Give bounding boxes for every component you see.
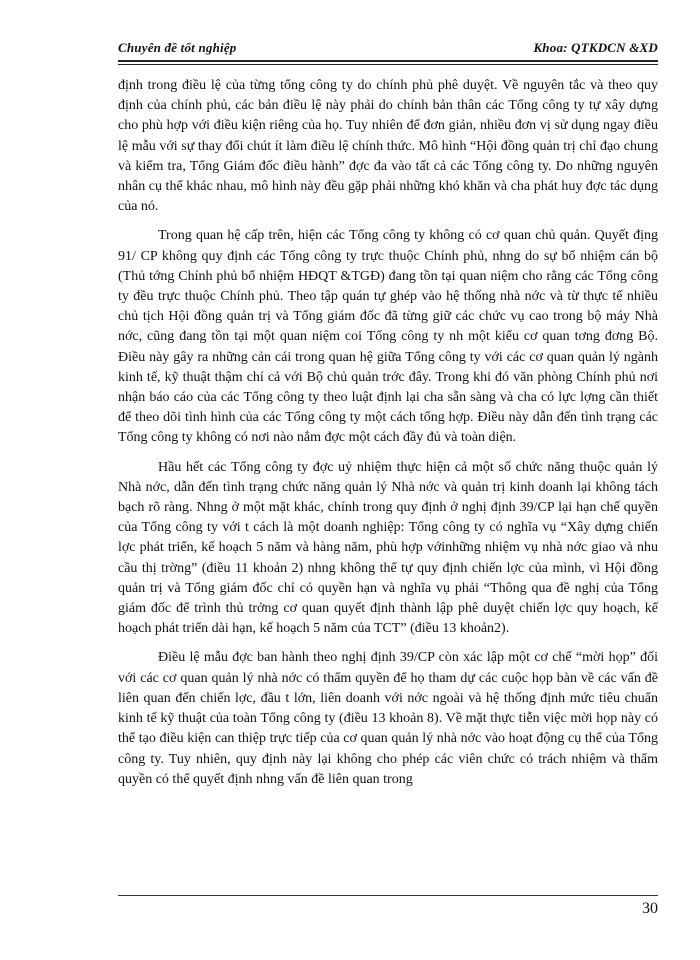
paragraph-3: Hầu hết các Tổng công ty đợc uỷ nhiệm thực hiện cả một số chức năng thuộc quản lý Nhà nớc, dẫn đến tình trạng chức năng quản lý Nhà nớc và quản trị kinh doanh lại không tách bạch rõ ràng. Nhng ở một mặt khác, chính trong quy định ở nghị định 39/CP lại hạn chế quyền của Tổng công ty với t cách là một doanh nghiệp: Tổng công ty có nghĩa vụ “Xây dựng chiến lợc phát triển, kế hoạch 5 năm và hàng năm, phù hợp vớinhững nhiệm vụ nhà nớc giao và nhu cầu thị trờng” (điều 11 khoản 2) nhng không thể tự quy định chiến lợc của mình, vì Hội đồng quản trị và Tổng giám đốc chỉ có quyền hạn và nghĩa vụ phải “Thông qua đề nghị của Tổng giám đốc để trình thủ trởng cơ quan quyết định thành lập phê duyệt chiến lợc quy hoạch, kế hoạch phát triển dài hạn, kế hoạch 5 năm của TCT” (điều 13 khoản2). (118, 459, 658, 637)
header-right-department: Khoa: QTKDCN &XD (533, 40, 658, 55)
paragraph-4: Điều lệ mẫu đợc ban hành theo nghị định 39/CP còn xác lập một cơ chế “mời họp” đối với các cơ quan quản lý nhà nớc có thẩm quyền để họ tham dự các cuộc họp bàn về các vấn đề liên quan đến chiến lợc, đầu t lớn, liên doanh với nớc ngoài và hệ thống định mức tiêu chuẩn kinh tế kỹ thuật của toàn Tổng công ty (điều 13 khoản 8). Về mặt thực tiễn việc mời họp này có thể tạo điều kiện can thiệp trực tiếp của cơ quan quản lý nhà nớc vào hoạt động cụ thể của Tổng công ty. Tuy nhiên, quy định này lại không cho phép các viên chức có trách nhiệm và thẩm quyền có thể quyết định nhng vấn đề liên quan trong (118, 650, 658, 787)
page-number: 30 (642, 900, 658, 917)
page-header (118, 40, 658, 60)
footer-divider (118, 895, 658, 896)
header-divider-thin (118, 64, 658, 65)
paragraph-1: định trong điều lệ của từng tổng công ty do chính phủ phê duyệt. Về nguyên tắc và theo quy định của chính phủ, các bản điều lệ này phải do chính bản thân các Tổng công ty tự xây dựng cho phù hợp với điều kiện riêng của họ. Tuy nhiên để đơn giản, nhiều đơn vị sử dụng ngay điều lệ mẫu với sự thay đổi chút ít làm điều lệ chính thức. Mô hình “Hội đồng quản trị chỉ đạo chung và kiểm tra, Tổng Giám đốc điều hành” đợc đa vào tất cả các Tổng công ty. Do những nguyên nhân cụ thể khác nhau, mô hình này đều gặp phải những khó khăn và cha phát huy đợc tác dụng của nó. (118, 78, 658, 215)
header-divider (118, 60, 658, 62)
paragraph-2: Trong quan hệ cấp trên, hiện các Tổng công ty không có cơ quan chủ quản. Quyết địng 91/ CP không quy định các Tổng công ty trực thuộc Chính phủ, nhng do sự bổ nhiệm cán bộ (Thủ tớng Chính phủ bổ nhiệm HĐQT &TGĐ) đang tồn tại quan niệm cho rằng các Tổng công ty đều trực thuộc Chính phủ. Theo tập quán tự ghép vào hệ thống nhà nớc và từ thực tế nhiều chủ tịch Hội đồng quản trị và Tổng giám đốc đã từng giữ các chức vụ cao trong bộ máy Nhà nớc, cũng đang tồn tại một quan niệm coi Tổng công ty nh một kiểu cơ quan tơng đơng Bộ. Điều này gây ra những cản cái trong quan hệ giữa Tổng công ty với các cơ quan quản lý ngành kinh tế, kỹ thuật thậm chí cả với Bộ chủ quản trớc đây. Trong khi đó văn phòng Chính phủ nơi nhận báo cáo của các Tổng công ty theo luật định lại cha sẵn sàng và cha có lực lợng cần thiết để theo dõi tình hình của các Tổng công ty một cách tổng hợp. Điều này dẫn đến tình trạng các Tổng công ty không có nơi nào nắm đợc một cách đầy đủ và toàn diện. (118, 228, 658, 446)
document-body (118, 76, 658, 799)
header-left-title: Chuyên đề tốt nghiệp (118, 40, 237, 55)
